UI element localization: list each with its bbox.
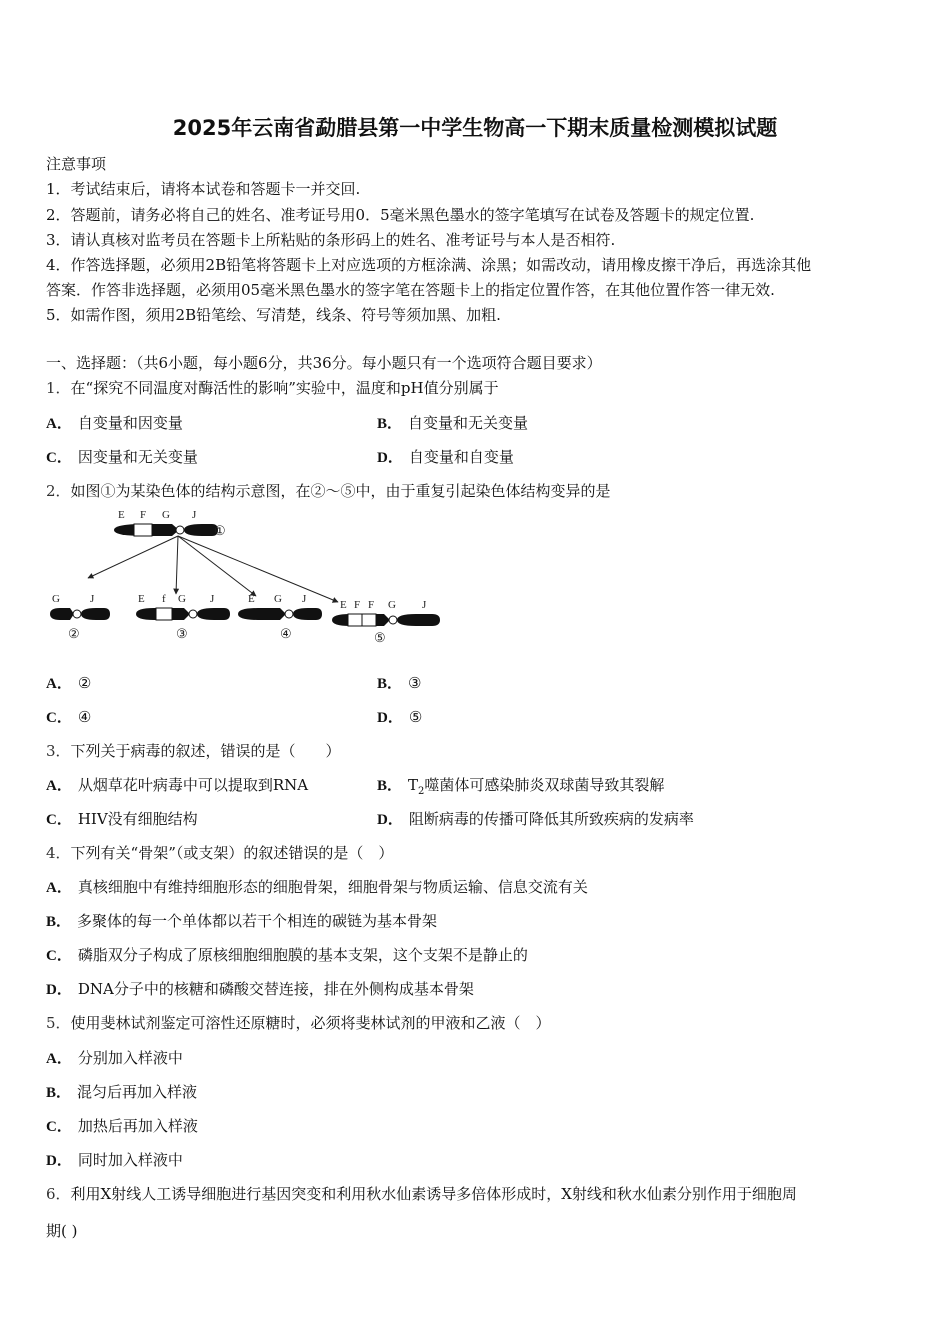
gene-label: F: [368, 599, 375, 611]
section-heading: 一、选择题：（共6小题，每小题6分，共36分。每小题只有一个选项符合题目要求）: [46, 354, 602, 372]
option-label: C．: [46, 1119, 72, 1135]
notice-item: 4．作答选择题，必须用2B铅笔将答题卡上对应选项的方框涂满、涂黑；如需改动，请用橡皮擦干净后，再选涂其他: [46, 256, 812, 274]
option-c: [46, 446, 198, 467]
gene-label: E: [248, 593, 255, 605]
gene-label: J: [302, 593, 307, 605]
gene-label: F: [354, 599, 361, 611]
question-number: 6．: [46, 1185, 71, 1203]
gene-label: J: [90, 593, 95, 605]
figure-number: ③: [176, 626, 188, 641]
option-d: [377, 808, 694, 829]
gene-label: G: [162, 509, 170, 521]
option-b: [377, 774, 664, 797]
gene-label: G: [388, 599, 396, 611]
option-c: [46, 808, 198, 829]
notice-item: 1．考试结束后，请将本试卷和答题卡一并交回.: [46, 180, 361, 198]
question-3: [46, 740, 341, 761]
page-title: 2025年云南省勐腊县第一中学生物高一下期末质量检测模拟试题: [172, 116, 778, 140]
chromosome-3: [136, 593, 230, 641]
question-stem: 下列有关“骨架”（或支架）的叙述错误的是（ ）: [70, 844, 394, 862]
option-d: [377, 446, 514, 467]
question-4: [46, 842, 393, 863]
option-text: DNA分子中的核糖和磷酸交替连接，排在外侧构成基本骨架: [77, 980, 474, 998]
question-stem: 使用斐林试剂鉴定可溶性还原糖时，必须将斐林试剂的甲液和乙液（ ）: [70, 1014, 551, 1032]
option-a: [46, 774, 308, 795]
option-text: 自变量和无关变量: [408, 414, 529, 432]
option-b: [46, 910, 437, 931]
option-d: [46, 1149, 183, 1170]
option-text: 多聚体的每一个单体都以若干个相连的碳链为基本骨架: [77, 912, 438, 930]
option-label: D．: [46, 982, 72, 998]
option-text: ⑤: [408, 708, 423, 726]
option-a: [46, 1047, 183, 1068]
figure-number: ①: [214, 523, 226, 538]
option-label: B．: [46, 1085, 72, 1101]
option-c: [46, 944, 528, 965]
option-label: D．: [377, 812, 403, 828]
question-number: 1．: [46, 379, 71, 397]
figure-number: ④: [280, 626, 292, 641]
question-6: [46, 1183, 797, 1204]
option-text: ②: [77, 674, 92, 692]
question-stem: 利用X射线人工诱导细胞进行基因突变和利用秋水仙素诱导多倍体形成时，X射线和秋水仙素分别作用于细胞周: [70, 1185, 797, 1203]
option-label: D．: [46, 1153, 72, 1169]
gene-label: G: [178, 593, 186, 605]
question-number: 4．: [46, 844, 71, 862]
option-label: D．: [377, 450, 403, 466]
subscript: 2: [418, 786, 425, 797]
option-label: C．: [46, 948, 72, 964]
chromosome-5: [332, 599, 440, 645]
gene-label: F: [140, 509, 147, 521]
option-label: A．: [46, 1051, 72, 1067]
option-d: [377, 706, 422, 727]
option-text: HIV没有细胞结构: [77, 810, 198, 828]
question-2: [46, 480, 611, 501]
notice-item: 答案．作答非选择题，必须用05毫米黑色墨水的签字笔在答题卡上的指定位置作答，在其他位置作答一律无效.: [46, 281, 775, 299]
option-label: A．: [46, 880, 72, 896]
gene-label: J: [422, 599, 427, 611]
option-text: 加热后再加入样液: [77, 1117, 198, 1135]
option-d: [46, 978, 474, 999]
option-text: 同时加入样液中: [77, 1151, 183, 1169]
option-label: D．: [377, 710, 403, 726]
gene-label: E: [340, 599, 347, 611]
question-6-continued: 期( ): [46, 1222, 78, 1240]
option-label: A．: [46, 676, 72, 692]
option-text: 混匀后再加入样液: [77, 1083, 198, 1101]
gene-label: J: [210, 593, 215, 605]
question-number: 3．: [46, 742, 71, 760]
option-text: 从烟草花叶病毒中可以提取到RNA: [77, 776, 309, 794]
option-text: 自变量和因变量: [77, 414, 183, 432]
option-label: C．: [46, 812, 72, 828]
option-a: [46, 876, 588, 897]
option-text: 自变量和自变量: [408, 448, 514, 466]
option-label: C．: [46, 450, 72, 466]
option-text: 阻断病毒的传播可降低其所致疾病的发病率: [408, 810, 694, 828]
option-c: [46, 706, 91, 727]
gene-label: G: [274, 593, 282, 605]
option-text: 真核细胞中有维持细胞形态的细胞骨架，细胞骨架与物质运输、信息交流有关: [77, 878, 588, 896]
question-5: [46, 1012, 551, 1033]
question-stem: 在“探究不同温度对酶活性的影响”实验中，温度和pH值分别属于: [70, 379, 499, 397]
chromosome-diagram: [44, 506, 454, 646]
option-text: 因变量和无关变量: [77, 448, 198, 466]
figure-number: ②: [68, 626, 80, 641]
notice-heading: 注意事项: [46, 155, 107, 173]
chromosome-4: [238, 593, 322, 641]
gene-label: E: [118, 509, 125, 521]
option-text: 磷脂双分子构成了原核细胞细胞膜的基本支架，这个支架不是静止的: [77, 946, 528, 964]
option-label: A．: [46, 778, 72, 794]
notice-item: 3．请认真核对监考员在答题卡上所粘贴的条形码上的姓名、准考证号与本人是否相符.: [46, 231, 616, 249]
option-a: [46, 412, 183, 433]
question-stem: 下列关于病毒的叙述，错误的是（ ）: [70, 742, 341, 760]
gene-label: G: [52, 593, 60, 605]
option-b: [377, 412, 528, 433]
option-label: B．: [377, 778, 403, 794]
option-text: 噬菌体可感染肺炎双球菌导致其裂解: [424, 776, 665, 794]
option-label: B．: [377, 676, 403, 692]
gene-label: J: [192, 509, 197, 521]
question-number: 5．: [46, 1014, 71, 1032]
option-text-prefix: T: [408, 776, 419, 794]
option-c: [46, 1115, 198, 1136]
notice-item: 5．如需作图，须用2B铅笔绘、写清楚，线条、符号等须加黑、加粗.: [46, 306, 501, 324]
gene-label: E: [138, 593, 145, 605]
option-text: 分别加入样液中: [77, 1049, 183, 1067]
option-label: A．: [46, 416, 72, 432]
figure-number: ⑤: [374, 630, 386, 645]
option-label: B．: [377, 416, 403, 432]
chromosome-1: [114, 509, 226, 538]
question-1: [46, 377, 499, 398]
chromosome-2: [50, 593, 110, 641]
notice-item: 2．答题前，请务必将自己的姓名、准考证号用0．5毫米黑色墨水的签字笔填写在试卷及答题卡的规定位置.: [46, 206, 755, 224]
gene-label: f: [162, 593, 166, 605]
option-text: ③: [408, 674, 422, 692]
option-a: [46, 672, 91, 693]
question-stem: 如图①为某染色体的结构示意图，在②～⑤中，由于重复引起染色体结构变异的是: [70, 482, 611, 500]
option-b: [377, 672, 421, 693]
question-number: 2．: [46, 482, 71, 500]
option-text: ④: [77, 708, 92, 726]
option-label: C．: [46, 710, 72, 726]
option-b: [46, 1081, 197, 1102]
option-label: B．: [46, 914, 72, 930]
